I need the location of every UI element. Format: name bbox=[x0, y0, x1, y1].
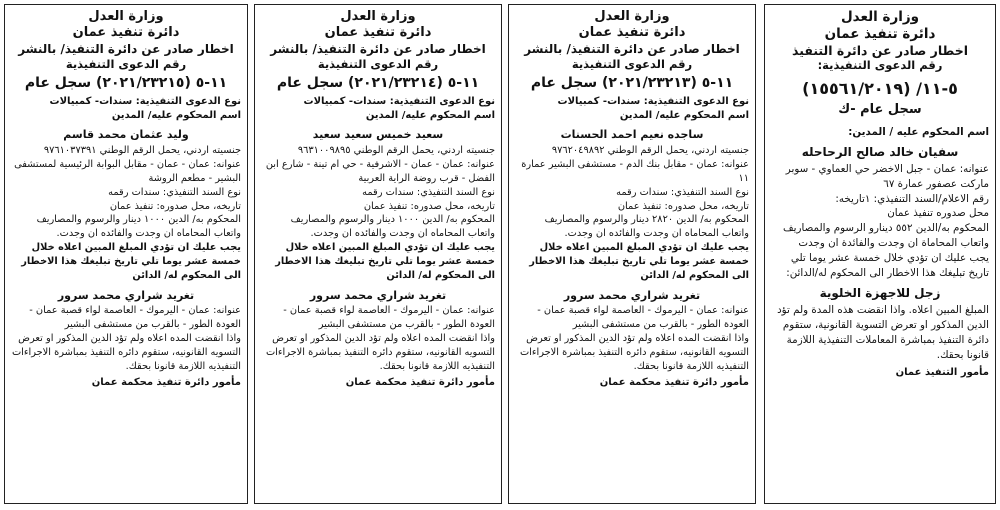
notice-title: اخطار صادر عن دائرة التنفيذ/ بالنشر bbox=[524, 41, 740, 56]
case-label: رقم الدعوى التنفيذية: bbox=[817, 58, 943, 73]
deadline-text: يجب عليك ان تؤدي خلال خمسة عشر يوما تلي تاريخ تبليغك هذا الاخطار الى المحكوم له/الدائن: bbox=[786, 252, 989, 280]
creditor-name: تغريد شراري محمد سرور bbox=[563, 288, 701, 302]
doc-date: تاريخه، محل صدوره: تنفيذ عمان bbox=[109, 200, 241, 212]
debtor-label: اسم المحكوم عليه / المدين: bbox=[848, 125, 989, 138]
doc-type: نوع السند التنفيذي: سندات رقمه bbox=[616, 186, 749, 198]
case-number: ١١-٥ (٢٠٢١/٢٣٢١٤) سجل عام bbox=[276, 74, 480, 91]
deadline-text: يجب عليك ان تؤدي المبلغ المبين اعلاه خلال خمسة عشر يوما تلي تاريخ تبليغك هذا الاخطار الى المحكوم له/ الدائن bbox=[21, 242, 241, 282]
doc-type: نوع السند التنفيذي: سندات رقمه bbox=[108, 186, 241, 198]
notice-title: اخطار صادر عن دائرة التنفيذ bbox=[792, 42, 968, 58]
amount-text: المحكوم به/ الدين ١٠٠٠ دينار والرسوم والمصاريف واتعاب المحاماه ان وجدت والفائده ان وجدت. bbox=[36, 214, 241, 240]
department-title: دائرة تنفيذ عمان bbox=[824, 25, 936, 42]
ministry-title: وزارة العدل bbox=[88, 9, 164, 24]
debtor-address: عنوانه: عمان - جبل الاخضر حي العماوي - سوبر ماركت عصفور عمارة ٦٧ bbox=[785, 162, 989, 190]
ministry-title: وزارة العدل bbox=[594, 9, 670, 24]
case-label: رقم الدعوى التنفيذية bbox=[65, 56, 187, 71]
deadline-text: يجب عليك ان تؤدي المبلغ المبين اعلاه خلال خمسة عشر يوما تلي تاريخ تبليغك هذا الاخطار الى المحكوم له/ الدائن bbox=[275, 242, 495, 282]
debtor-label: اسم المحكوم عليه/ المدين bbox=[365, 109, 495, 121]
closing-text: واذا انقضت المده اعلاه ولم تؤد الدين المذكور او تعرض التسويه القانونيه، ستقوم دائره التنفيذ بمباشرة الاجراءات التنفيذيه اللازمة قانونا بحقك. bbox=[11, 332, 241, 372]
nationality: جنسيته اردني، يحمل الرقم الوطني ٩٧٦١٠٣٧٣٩١ bbox=[43, 144, 241, 156]
case-type: نوع الدعوى التنفيذية: سندات- كمبيالات bbox=[557, 95, 749, 107]
case-number: ٥-١١/ (١٥٥٦١/٢٠١٩) bbox=[802, 78, 958, 98]
debtor-name: سفيان خالد صالح الرحاحله bbox=[801, 144, 959, 159]
case-type: نوع الدعوى التنفيذية: سندات- كمبيالات bbox=[303, 95, 495, 107]
debtor-address: عنوانه: عمان - مقابل بنك الدم - مستشفى البشير عمارة ١١ bbox=[521, 158, 749, 184]
department-title: دائرة تنفيذ عمان bbox=[578, 25, 686, 41]
creditor-address: عنوانه: عمان - اليرموك - العاصمة لواء قصبة عمان - العودة الطور - بالقرب من مستشفى البشير bbox=[537, 304, 749, 330]
notice-column-3 bbox=[254, 4, 502, 504]
issue-place: محل صدوره تنفيذ عمان bbox=[887, 207, 989, 220]
department-title: دائرة تنفيذ عمان bbox=[324, 25, 432, 41]
notice-title: اخطار صادر عن دائرة التنفيذ/ بالنشر bbox=[270, 41, 486, 56]
signature: مأمور دائرة تنفيذ محكمة عمان bbox=[599, 377, 749, 389]
debtor-label: اسم المحكوم عليه/ المدين bbox=[619, 109, 749, 121]
doc-date: تاريخه، محل صدوره: تنفيذ عمان bbox=[363, 200, 495, 212]
closing-text: واذا انقضت المده اعلاه ولم تؤد الدين المذكور او تعرض التسويه القانونيه، ستقوم دائره التنفيذ بمباشرة الاجراءات التنفيذيه اللازمة قانونا بحقك. bbox=[519, 332, 749, 372]
creditor-name: زجل للاجهزة الخلوية bbox=[819, 286, 941, 301]
case-number: ١١-٥ (٢٠٢١/٢٣٢١٥) سجل عام bbox=[24, 74, 228, 91]
notice-column-4 bbox=[4, 4, 248, 504]
debtor-name: سعيد خميس سعيد سعيد bbox=[312, 127, 444, 141]
creditor-name: تغريد شراري محمد سرور bbox=[309, 288, 447, 302]
debtor-label: اسم المحكوم عليه/ المدين bbox=[111, 109, 241, 121]
amount-text: المحكوم به/ الدين ٢٨٢٠ دينار والرسوم والمصاريف واتعاب المحاماه ان وجدت والفائده ان وجدت. bbox=[544, 214, 749, 240]
signature: مأمور دائرة تنفيذ محكمة عمان bbox=[91, 377, 241, 389]
notice-column-2 bbox=[508, 4, 756, 504]
debtor-address: عنوانه: عمان - عمان - مقابل البوابة الرئيسية لمستشفى البشير - مطعم الروشة bbox=[14, 158, 241, 184]
doc-type: نوع السند التنفيذي: سندات رقمه bbox=[362, 186, 495, 198]
signature: مأمور دائرة تنفيذ محكمة عمان bbox=[345, 377, 495, 389]
signature: مأمور التنفيذ عمان bbox=[895, 366, 989, 378]
deadline-text: يجب عليك ان تؤدي المبلغ المبين اعلاه خلال خمسة عشر يوما تلي تاريخ تبليغك هذا الاخطار الى المحكوم له/ الدائن bbox=[529, 242, 749, 282]
doc-date: تاريخه، محل صدوره: تنفيذ عمان bbox=[617, 200, 749, 212]
debtor-name: ساجده نعيم احمد الحسنات bbox=[560, 127, 704, 141]
ministry-title: وزارة العدل bbox=[840, 9, 920, 25]
nationality: جنسيته اردني، يحمل الرقم الوطني ٩٧٦٢٠٤٩٨٩٢ bbox=[551, 144, 749, 156]
notice-title: اخطار صادر عن دائرة التنفيذ/ بالنشر bbox=[18, 41, 234, 56]
creditor-name: تغريد شراري محمد سرور bbox=[57, 288, 195, 302]
amount-text: المحكوم به/ الدين ١٠٠٠ دينار والرسوم والمصاريف واتعاب المحاماه ان وجدت والفائده ان وجدت. bbox=[290, 214, 495, 240]
debtor-address: عنوانه: عمان - عمان - الاشرفية - حي ام تينة - شارع ابن الفضل - قرب روضة الراية العربية bbox=[265, 158, 495, 184]
case-label: رقم الدعوى التنفيذية bbox=[317, 56, 439, 71]
nationality: جنسيته اردني، يحمل الرقم الوطني ٩٦٣١٠٠٩٨٩٥ bbox=[297, 144, 495, 156]
case-number: ١١-٥ (٢٠٢١/٢٣٢١٣) سجل عام bbox=[530, 74, 734, 91]
debtor-name: وليد عثمان محمد قاسم bbox=[63, 127, 189, 141]
closing-text: واذا انقضت المده اعلاه ولم تؤد الدين المذكور او تعرض التسويه القانونيه، ستقوم دائره التنفيذ بمباشرة الاجراءات التنفيذيه اللازمة قانونا بحقك. bbox=[265, 332, 495, 372]
amount-text: المحكوم به/الدين ٥٥٢ دينارو الرسوم والمصاريف واتعاب المحاماة ان وجدت والفائدة ان وجدت bbox=[782, 222, 989, 250]
closing-text: المبلغ المبين اعلاه. واذا انقضت هذه المدة ولم تؤد الدين المذكور او تعرض التسوية القانونية، ستقوم دائرة التنفيذ بمباشرة المعاملات التنفيذية اللازمة قانونا بحقك. bbox=[777, 304, 989, 361]
registry-label: سجل عام -ك bbox=[838, 101, 922, 117]
notice-column-1 bbox=[764, 4, 996, 504]
case-type: نوع الدعوى التنفيذية: سندات- كمبيالات bbox=[49, 95, 241, 107]
ministry-title: وزارة العدل bbox=[340, 9, 416, 24]
case-label: رقم الدعوى التنفيذية bbox=[571, 56, 693, 71]
creditor-address: عنوانه: عمان - اليرموك - العاصمة لواء قصبة عمان - العودة الطور - بالقرب من مستشفى البشير bbox=[283, 304, 495, 330]
notice-number: رقم الاعلام/السند التنفيذي: ١تاريخه: bbox=[835, 192, 989, 205]
creditor-address: عنوانه: عمان - اليرموك - العاصمة لواء قصبة عمان - العودة الطور - بالقرب من مستشفى البشير bbox=[29, 304, 241, 330]
department-title: دائرة تنفيذ عمان bbox=[72, 25, 180, 41]
